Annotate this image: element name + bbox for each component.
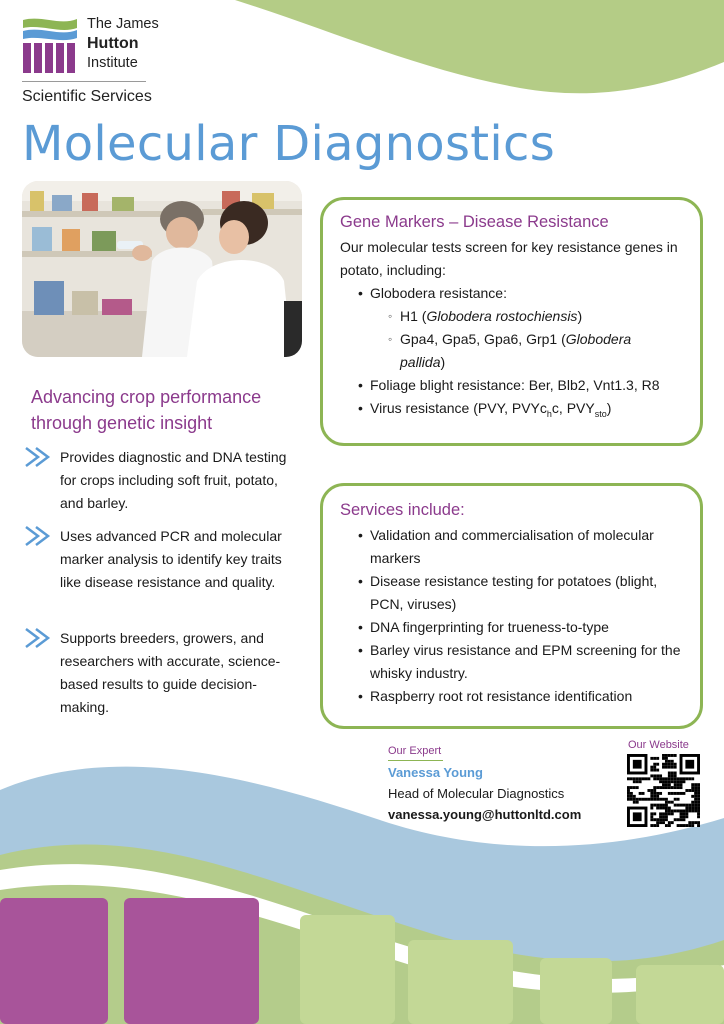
globodera-sublist [388, 305, 680, 374]
list-item: • Globodera resistance: ◦ H1 (Globodera rostochiensis) ◦ Gpa4, Gpa5, Gpa6, Grp1 (Globodera pallida) [358, 282, 680, 374]
chevron-right-icon [24, 627, 54, 649]
list-item: • Barley virus resistance and EPM screening for the whisky industry. [358, 639, 688, 685]
gene-markers-list [358, 282, 680, 426]
list-item: • Validation and commercialisation of molecular markers [358, 524, 688, 570]
services-box [320, 483, 703, 729]
our-expert-label: Our Expert [388, 745, 442, 757]
chevron-right-icon [24, 446, 54, 468]
logo-line-2: Hutton [87, 35, 139, 52]
services-heading: Services include: [340, 501, 465, 519]
our-website-label: Our Website [628, 739, 689, 751]
expert-email-link[interactable]: vanessa.young@huttonltd.com [388, 807, 582, 822]
gene-markers-heading: Gene Markers – Disease Resistance [340, 213, 609, 231]
list-item: • Disease resistance testing for potatoes (blight, PCN, viruses) [358, 570, 688, 616]
list-item: ◦ H1 (Globodera rostochiensis) [388, 305, 680, 328]
list-item: • Raspberry root rot resistance identification [358, 685, 688, 708]
feature-text: Uses advanced PCR and molecular marker analysis to identify key traits like disease resistance and quality. [60, 528, 282, 590]
feature-text: Provides diagnostic and DNA testing for crops including soft fruit, potato, and barley. [60, 449, 287, 511]
top-green-wave [235, 0, 724, 93]
list-item: ◦ Gpa4, Gpa5, Gpa6, Grp1 (Globodera pallida) [388, 328, 638, 374]
chevron-right-icon [24, 525, 54, 547]
logo-divider [22, 81, 146, 82]
list-item: • Virus resistance (PVY, PVYc$_h$c, $PVY_{sto}$) [358, 397, 680, 426]
feature-item [24, 446, 304, 516]
logo-line-1: The James [87, 16, 159, 32]
services-list [358, 524, 688, 708]
gene-markers-intro: Our molecular tests screen for key resistance genes in potato, including: [340, 239, 678, 278]
lab-photo [22, 181, 302, 357]
gene-markers-content [340, 236, 680, 426]
feature-item [24, 627, 304, 722]
logo-text [87, 15, 159, 73]
feature-text: Supports breeders, growers, and researchers with accurate, science-based results to guide decision-making. [60, 630, 281, 715]
scientific-services-label: Scientific Services [22, 88, 152, 105]
qr-code-icon[interactable] [627, 754, 700, 827]
feature-item [24, 525, 304, 620]
expert-name: Vanessa Young [388, 765, 483, 780]
advancing-heading: Advancing crop performance through genetic insight [31, 387, 262, 433]
page-title: Molecular Diagnostics [22, 116, 556, 172]
logo-line-3: Institute [87, 55, 138, 71]
expert-role: Head of Molecular Diagnostics [388, 786, 565, 801]
list-item: • Foliage blight resistance: Ber, Blb2, Vnt1.3, R8 [358, 374, 680, 397]
gene-markers-box [320, 197, 703, 446]
expert-divider [388, 760, 443, 761]
list-item: • DNA fingerprinting for trueness-to-type [358, 616, 688, 639]
